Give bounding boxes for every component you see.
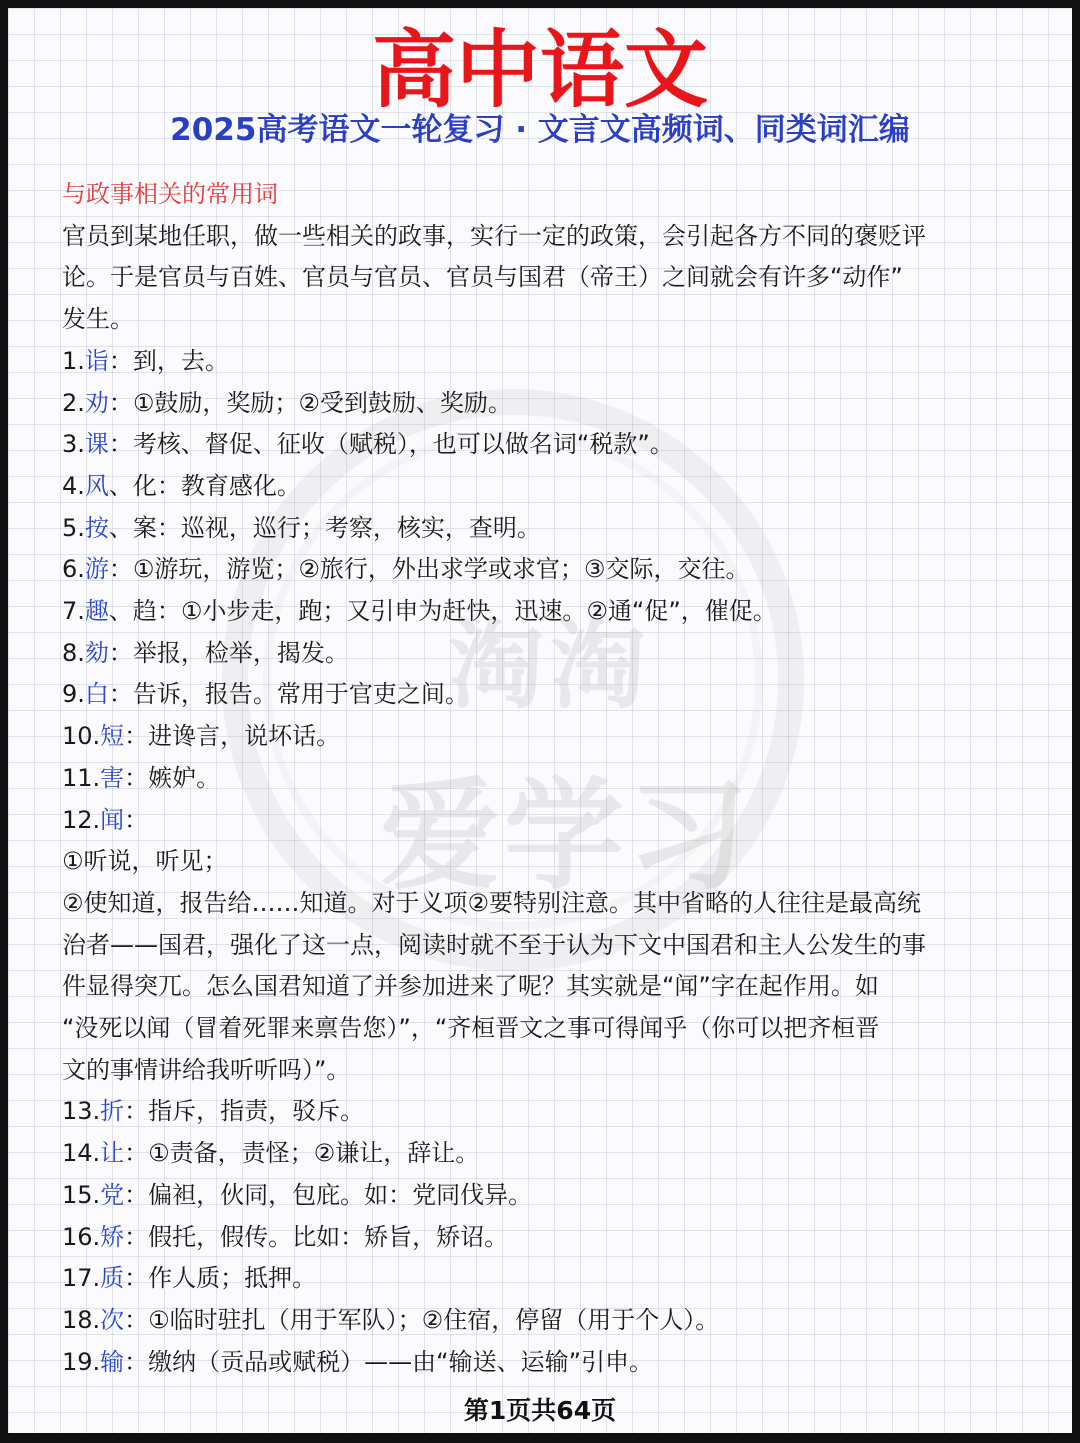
entry-number: 16. <box>62 1222 101 1251</box>
entry-keyword: 劾 <box>84 638 109 667</box>
entry-item <box>62 758 1012 800</box>
entry-item <box>62 549 1012 591</box>
intro-line: 官员到某地任职，做一些相关的政事，实行一定的政策，会引起各方不同的褒贬评 <box>62 221 926 250</box>
entry-number: 7. <box>62 597 85 626</box>
entry-keyword: 按 <box>84 513 109 542</box>
entry-definition: 、案：巡视，巡行；考察，核实，查明。 <box>108 513 541 542</box>
entry-keyword: 输 <box>100 1347 125 1376</box>
entry-item <box>62 716 1012 758</box>
entry-number: 13. <box>62 1097 101 1126</box>
entry-keyword: 折 <box>100 1097 125 1126</box>
entry-detail-line: 文的事情讲给我听听吗）”。 <box>62 1055 351 1084</box>
entry-item <box>62 1258 1012 1300</box>
entry-keyword: 次 <box>100 1305 125 1334</box>
entry-item <box>62 1133 1012 1175</box>
entry-item <box>62 466 1012 508</box>
entry-item <box>62 591 1012 633</box>
entry-detail-line: ②使知道，报告给……知道。对于义项②要特别注意。其中省略的人往往是最高统 <box>62 888 922 917</box>
entry-number: 14. <box>62 1139 101 1168</box>
entry-detail-line: 件显得突兀。怎么国君知道了并参加进来了呢？其实就是“闻”字在起作用。如 <box>62 972 879 1001</box>
entry-definition: ：举报，检举，揭发。 <box>108 638 349 667</box>
entry-item <box>62 1217 1012 1259</box>
entry-keyword: 风 <box>84 471 109 500</box>
entry-number: 17. <box>62 1264 101 1293</box>
entry-number: 5. <box>62 513 85 542</box>
entry-number: 18. <box>62 1305 101 1334</box>
watermark-text-1: 淘淘 <box>448 610 652 722</box>
entry-keyword: 害 <box>100 763 125 792</box>
entry-number: 1. <box>62 346 85 375</box>
entry-definition: ：考核、督促、征收（赋税），也可以做名词“税款”。 <box>108 430 674 459</box>
entry-number: 9. <box>62 680 85 709</box>
entry-definition: ：到，去。 <box>108 346 229 375</box>
entry-definition: ：告诉，报告。常用于官吏之间。 <box>108 680 469 709</box>
entry-keyword: 党 <box>100 1180 125 1209</box>
entry-definition: ：进谗言，说坏话。 <box>124 722 341 751</box>
entry-item <box>62 1342 1012 1384</box>
entry-definition: ： <box>124 805 149 834</box>
entry-item <box>62 1091 1012 1133</box>
entry-keyword: 游 <box>84 555 109 584</box>
entry-definition: ：①鼓励，奖励；②受到鼓励、奖励。 <box>108 388 512 417</box>
entry-number: 11. <box>62 763 101 792</box>
entry-number: 19. <box>62 1347 101 1376</box>
entry-definition: ：①临时驻扎（用于军队）；②住宿，停留（用于个人）。 <box>124 1305 720 1334</box>
entry-item <box>62 341 1012 383</box>
entry-definition: ：假托，假传。比如：矫旨，矫诏。 <box>124 1222 509 1251</box>
entry-definition: ：①游玩，游览；②旅行，外出求学或求官；③交际，交往。 <box>108 555 750 584</box>
entry-number: 12. <box>62 805 101 834</box>
entry-keyword: 矫 <box>100 1222 125 1251</box>
entry-keyword: 诣 <box>84 346 109 375</box>
page-title: 高中语文 <box>371 21 708 119</box>
intro-line: 发生。 <box>62 305 134 334</box>
entry-definition: 、趋：①小步走，跑；又引申为赶快，迅速。②通“促”，催促。 <box>108 597 777 626</box>
section-title: 与政事相关的常用词 <box>62 180 278 208</box>
main-content <box>62 174 1012 1383</box>
entry-item <box>62 424 1012 466</box>
entry-definition: ：作人质；抵押。 <box>124 1264 317 1293</box>
entry-definition: ：指斥，指责，驳斥。 <box>124 1097 365 1126</box>
watermark-text-2: 爱学习 <box>380 767 752 906</box>
entry-number: 8. <box>62 638 85 667</box>
entry-number: 6. <box>62 555 85 584</box>
entry-definition: ：嫉妒。 <box>124 763 221 792</box>
entry-definition: ：①责备，责怪；②谦让，辞让。 <box>124 1139 480 1168</box>
entry-item <box>62 633 1012 675</box>
entry-definition: ：缴纳（贡品或赋税）——由“输送、运输”引申。 <box>124 1347 654 1376</box>
entry-number: 15. <box>62 1180 101 1209</box>
entry-definition: 、化：教育感化。 <box>108 471 301 500</box>
entry-number: 2. <box>62 388 85 417</box>
entry-keyword: 让 <box>100 1139 125 1168</box>
page-subtitle: 2025高考语文一轮复习 · 文言文高频词、同类词汇编 <box>170 112 910 148</box>
document-page <box>8 8 1072 1433</box>
entry-number: 10. <box>62 722 101 751</box>
entry-definition: ：偏袒，伙同，包庇。如：党同伐异。 <box>124 1180 533 1209</box>
entry-number: 3. <box>62 430 85 459</box>
entry-number: 4. <box>62 471 85 500</box>
entry-item <box>62 674 1012 716</box>
entry-list <box>62 1091 1012 1383</box>
entry-item <box>62 508 1012 550</box>
entry-item <box>62 1300 1012 1342</box>
entry-keyword: 白 <box>84 680 109 709</box>
entry-keyword: 短 <box>100 722 125 751</box>
entry-item <box>62 383 1012 425</box>
entry-keyword: 劝 <box>84 388 109 417</box>
entry-keyword: 闻 <box>100 805 125 834</box>
intro-line: 论。于是官员与百姓、官员与官员、官员与国君（帝王）之间就会有许多“动作” <box>62 263 903 292</box>
entry-keyword: 质 <box>100 1264 125 1293</box>
entry-detail-line: 治者——国君，强化了这一点，阅读时就不至于认为下文中国君和主人公发生的事 <box>62 930 926 959</box>
page-number: 第1页共64页 <box>463 1396 617 1425</box>
entry-list <box>62 341 1012 841</box>
entry-item <box>62 800 1012 842</box>
entry-item <box>62 1175 1012 1217</box>
entry-detail-line: “没死以闻（冒着死罪来禀告您）”，“齐桓晋文之事可得闻乎（你可以把齐桓晋 <box>62 1014 880 1043</box>
entry-keyword: 课 <box>84 430 109 459</box>
entry-keyword: 趣 <box>84 597 109 626</box>
entry-detail-line: ①听说，听见； <box>62 847 228 876</box>
